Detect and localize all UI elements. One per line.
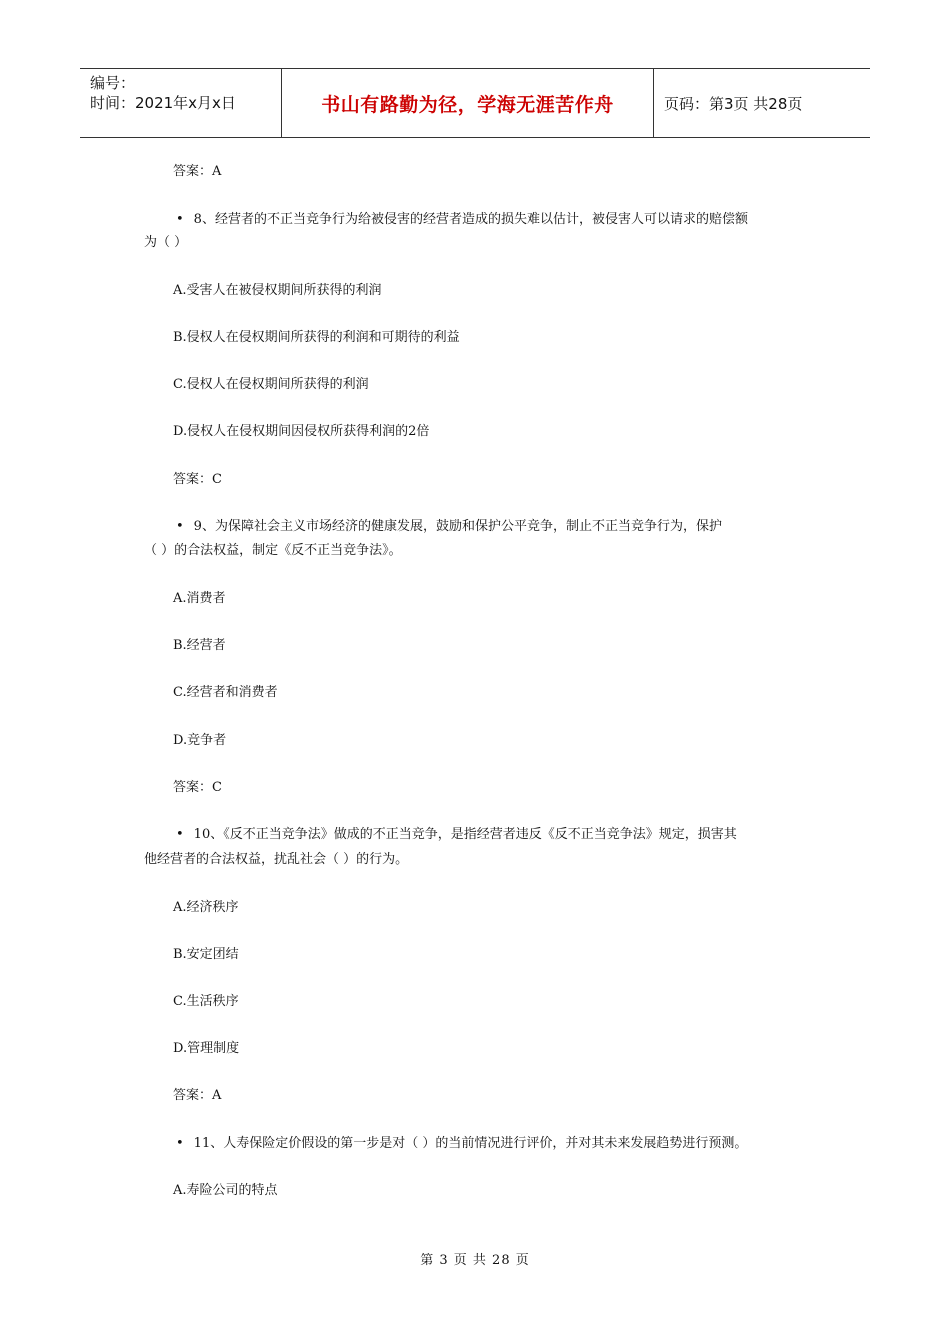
answer-10: 答案：A	[173, 1088, 222, 1103]
header-motto: 书山有路勤为径，学海无涯苦作舟	[282, 69, 654, 137]
question-8-option-d: D.侵权人在侵权期间因侵权所获得利润的2倍	[173, 424, 430, 439]
page-header	[80, 68, 870, 138]
bullet-icon: •	[176, 519, 184, 534]
question-9	[144, 519, 824, 535]
header-page-number: 页码：第3页 共28页	[664, 94, 803, 113]
question-11-text: 11、人寿保险定价假设的第一步是对（ ）的当前情况进行评价，并对其未来发展趋势进行预测。	[193, 1136, 748, 1151]
number-label: 编号：	[90, 74, 136, 92]
answer-9: 答案：C	[173, 780, 222, 795]
question-9-option-d: D.竞争者	[173, 733, 227, 748]
header-meta	[80, 69, 282, 137]
question-9-option-c: C.经营者和消费者	[173, 685, 278, 700]
question-9-option-a: A.消费者	[173, 591, 226, 606]
question-8-option-b: B.侵权人在侵权期间所获得的利润和可期待的利益	[173, 330, 460, 345]
bullet-icon: •	[176, 1136, 184, 1151]
question-10-option-c: C.生活秩序	[173, 994, 239, 1009]
time-label: 时间：2021年x月x日	[90, 94, 236, 112]
bullet-icon: •	[176, 212, 184, 227]
question-10	[144, 827, 824, 843]
question-10-continuation: 他经营者的合法权益，扰乱社会（ ）的行为。	[144, 852, 409, 867]
question-9-text: 9、为保障社会主义市场经济的健康发展，鼓励和保护公平竞争，制止不正当竞争行为，保护	[193, 519, 722, 534]
question-8	[144, 212, 824, 228]
question-8-text: 8、经营者的不正当竞争行为给被侵害的经营者造成的损失难以估计，被侵害人可以请求的赔偿额	[193, 212, 748, 227]
question-10-text: 10、《反不正当竞争法》做成的不正当竞争，是指经营者违反《反不正当竞争法》规定，损害其	[193, 827, 737, 842]
question-10-option-d: D.管理制度	[173, 1041, 240, 1056]
answer-7: 答案：A	[173, 164, 222, 179]
question-11-option-a: A.寿险公司的特点	[173, 1183, 278, 1198]
page-footer: 第 3 页 共 28 页	[420, 1253, 530, 1268]
question-9-option-b: B.经营者	[173, 638, 226, 653]
question-8-option-a: A.受害人在被侵权期间所获得的利润	[173, 283, 382, 298]
question-11	[144, 1136, 824, 1152]
answer-8: 答案：C	[173, 472, 222, 487]
question-8-option-c: C.侵权人在侵权期间所获得的利润	[173, 377, 369, 392]
question-10-option-b: B.安定团结	[173, 947, 239, 962]
question-8-continuation: 为（ ）	[144, 235, 188, 250]
question-9-continuation: （ ）的合法权益，制定《反不正当竞争法》。	[144, 543, 402, 558]
question-10-option-a: A.经济秩序	[173, 900, 239, 915]
bullet-icon: •	[176, 827, 184, 842]
